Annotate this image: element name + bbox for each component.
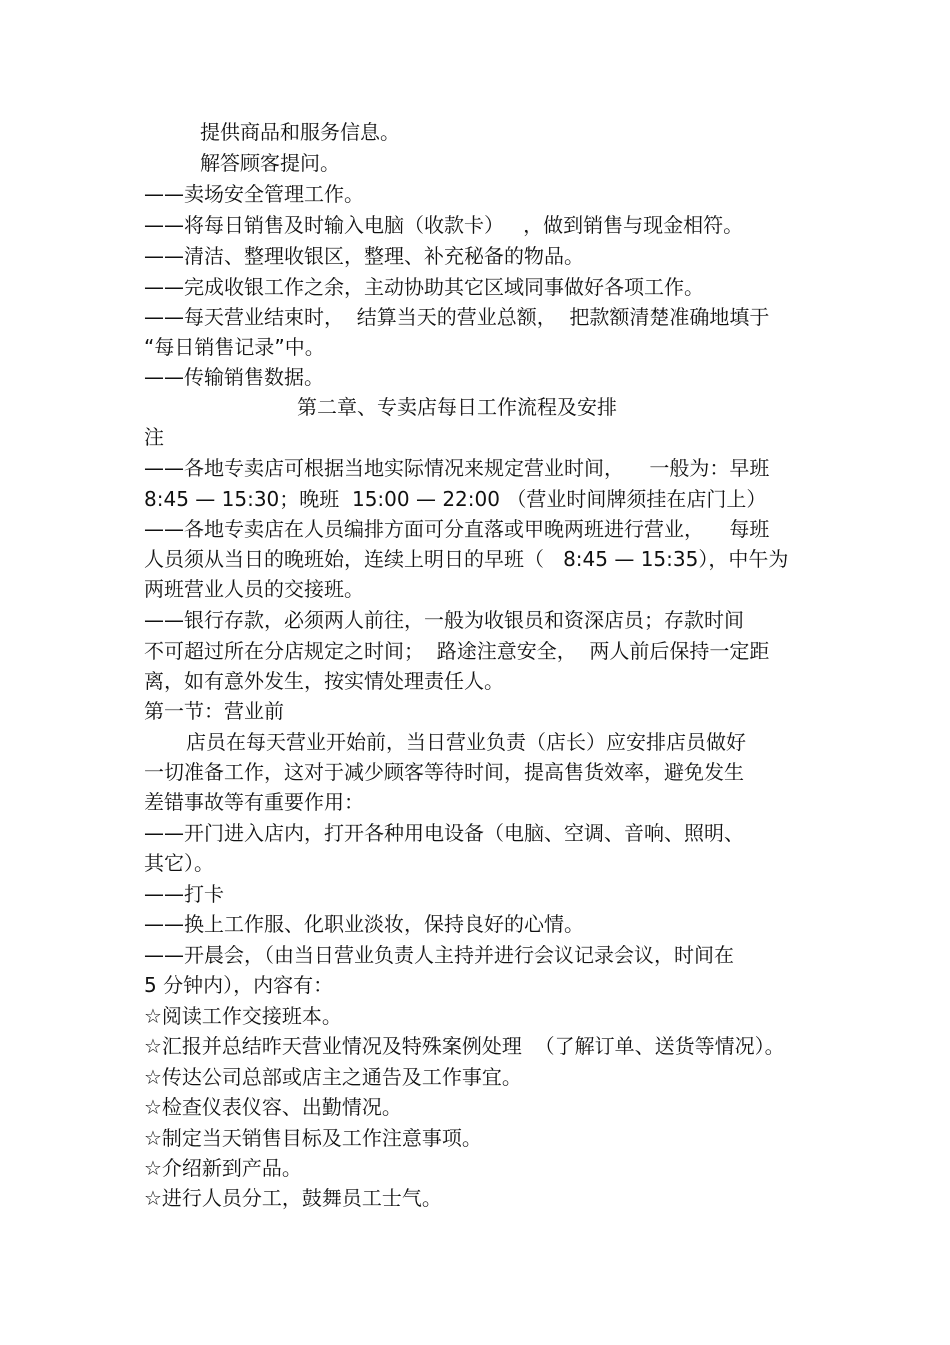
list-item: ☆阅读工作交接班本。: [144, 1004, 342, 1028]
text-line: ——将每日销售及时输入电脑（收款卡） ，做到销售与现金相符。: [144, 213, 744, 237]
text-line: ——传输销售数据。: [144, 365, 324, 389]
list-item: ☆汇报并总结昨天营业情况及特殊案例处理 （了解订单、送货等情况）。: [144, 1034, 785, 1058]
list-item: ☆介绍新到产品。: [144, 1156, 302, 1180]
chapter-heading: 第二章、专卖店每日工作流程及安排: [297, 395, 617, 419]
text-line: ——各地专卖店在人员编排方面可分直落或甲晚两班进行营业， 每班: [144, 517, 770, 541]
section-heading: 第一节：营业前: [144, 699, 284, 723]
text-line: ——完成收银工作之余，主动协助其它区域同事做好各项工作。: [144, 275, 704, 299]
text-line: 店员在每天营业开始前，当日营业负责（店长）应安排店员做好: [186, 730, 746, 754]
text-line: 一切准备工作，这对于减少顾客等待时间，提高售货效率，避免发生: [144, 760, 744, 784]
text-line: ——开晨会，（由当日营业负责人主持并进行会议记录会议，时间在: [144, 943, 734, 967]
text-line: ——换上工作服、化职业淡妆，保持良好的心情。: [144, 912, 584, 936]
text-line: 提供商品和服务信息。: [200, 120, 400, 144]
text-line: ——各地专卖店可根据当地实际情况来规定营业时间， 一般为：早班: [144, 456, 770, 480]
text-line: 不可超过所在分店规定之时间； 路途注意安全， 两人前后保持一定距: [144, 639, 770, 663]
text-line: ——开门进入店内，打开各种用电设备（电脑、空调、音响、照明、: [144, 821, 744, 845]
text-line: 离，如有意外发生，按实情处理责任人。: [144, 669, 504, 693]
text-line: 解答顾客提问。: [200, 151, 340, 175]
list-item: ☆传达公司总部或店主之通告及工作事宜。: [144, 1065, 522, 1089]
list-item: ☆制定当天销售目标及工作注意事项。: [144, 1126, 482, 1150]
note-label: 注: [144, 425, 164, 449]
text-line: ——打卡: [144, 882, 224, 906]
list-item: ☆进行人员分工，鼓舞员工士气。: [144, 1186, 442, 1210]
text-line: 人员须从当日的晚班始，连续上明日的早班（ 8:45 — 15:35），中午为: [144, 547, 789, 571]
text-line: ——每天营业结束时， 结算当天的营业总额， 把款额清楚准确地填于: [144, 305, 770, 329]
text-line: ——卖场安全管理工作。: [144, 182, 364, 206]
text-line: “每日销售记录”中。: [144, 335, 325, 359]
list-item: ☆检查仪表仪容、出勤情况。: [144, 1095, 402, 1119]
text-line: 5 分钟内），内容有：: [144, 973, 334, 997]
text-line: 8:45 — 15:30；晚班 15:00 — 22:00 （营业时间牌须挂在店门上）: [144, 487, 767, 511]
text-line: 差错事故等有重要作用：: [144, 790, 364, 814]
text-line: 两班营业人员的交接班。: [144, 577, 364, 601]
text-line: 其它）。: [144, 851, 214, 875]
text-line: ——清洁、整理收银区，整理、补充秘备的物品。: [144, 244, 584, 268]
text-line: ——银行存款，必须两人前往，一般为收银员和资深店员；存款时间: [144, 608, 744, 632]
